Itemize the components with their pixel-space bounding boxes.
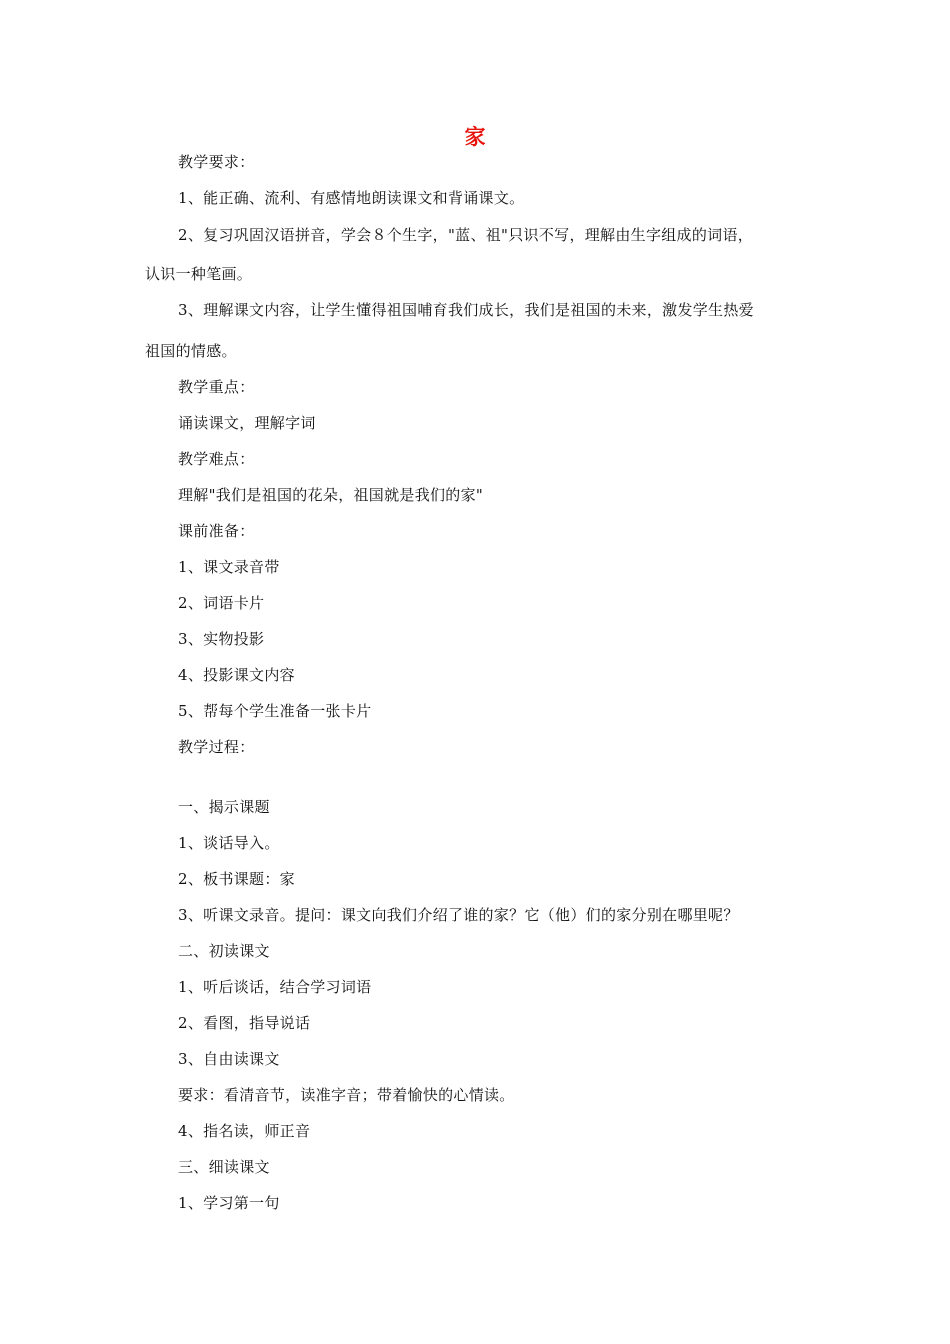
document-title: 家 bbox=[464, 124, 486, 149]
section-1-step-1: 1、谈话导入。 bbox=[178, 834, 280, 852]
heading-key-points: 教学重点： bbox=[178, 378, 255, 396]
key-points-text: 诵读课文，理解字词 bbox=[178, 414, 316, 432]
requirement-item-3-continued: 祖国的情感。 bbox=[145, 342, 237, 360]
section-2-requirement: 要求：看清音节，读准字音；带着愉快的心情读。 bbox=[178, 1086, 515, 1104]
preparation-item-2: 2、词语卡片 bbox=[178, 594, 265, 612]
section-3-heading: 三、细读课文 bbox=[178, 1158, 270, 1176]
section-2-step-4: 4、指名读，师正音 bbox=[178, 1122, 311, 1140]
heading-teaching-requirements: 教学要求： bbox=[178, 153, 255, 171]
difficulties-text: 理解"我们是祖国的花朵，祖国就是我们的家" bbox=[178, 486, 484, 504]
requirement-item-3: 3、理解课文内容，让学生懂得祖国哺育我们成长，我们是祖国的未来，激发学生热爱 bbox=[178, 301, 754, 319]
requirement-item-2: 2、复习巩固汉语拼音，学会８个生字，"蓝、祖"只识不写，理解由生字组成的词语， bbox=[178, 226, 754, 244]
section-1-heading: 一、揭示课题 bbox=[178, 798, 270, 816]
section-3-step-1: 1、学习第一句 bbox=[178, 1194, 280, 1212]
section-1-step-3: 3、听课文录音。提问：课文向我们介绍了谁的家？它（他）们的家分别在哪里呢？ bbox=[178, 906, 739, 924]
heading-teaching-process: 教学过程： bbox=[178, 738, 255, 756]
section-2-step-1: 1、听后谈话，结合学习词语 bbox=[178, 978, 372, 996]
section-2-step-3: 3、自由读课文 bbox=[178, 1050, 280, 1068]
preparation-item-3: 3、实物投影 bbox=[178, 630, 265, 648]
section-2-step-2: 2、看图，指导说话 bbox=[178, 1014, 311, 1032]
preparation-item-4: 4、投影课文内容 bbox=[178, 666, 295, 684]
section-2-heading: 二、初读课文 bbox=[178, 942, 270, 960]
requirement-item-1: 1、能正确、流利、有感情地朗读课文和背诵课文。 bbox=[178, 189, 525, 207]
preparation-item-5: 5、帮每个学生准备一张卡片 bbox=[178, 702, 372, 720]
preparation-item-1: 1、课文录音带 bbox=[178, 558, 280, 576]
section-1-step-2: 2、板书课题：家 bbox=[178, 870, 295, 888]
requirement-item-2-continued: 认识一种笔画。 bbox=[145, 265, 253, 283]
heading-difficulties: 教学难点： bbox=[178, 450, 255, 468]
heading-preparation: 课前准备： bbox=[178, 522, 255, 540]
